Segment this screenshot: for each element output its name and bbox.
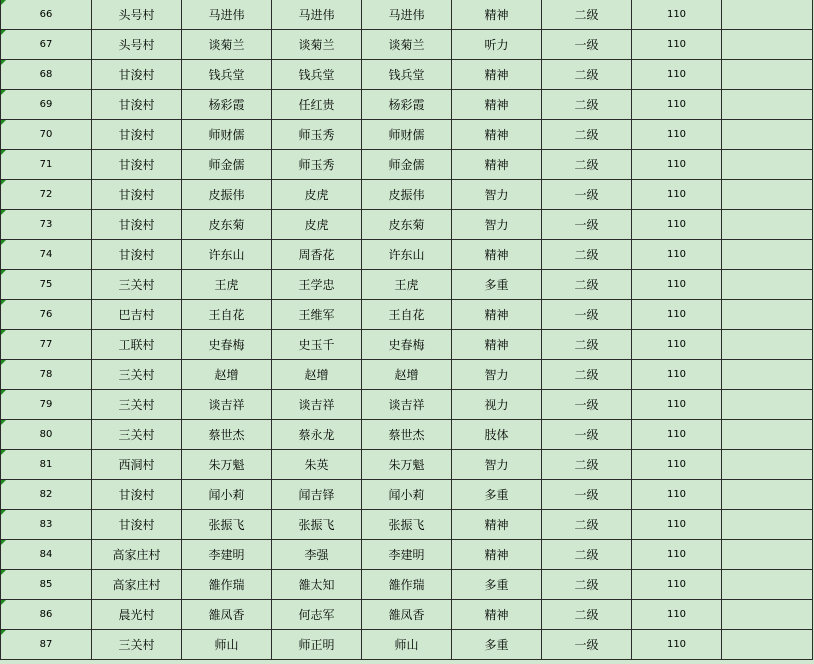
cell-note[interactable]	[722, 510, 813, 540]
cell-name[interactable]: 皮振伟	[182, 180, 272, 210]
cell-disability-type[interactable]: 精神	[452, 540, 542, 570]
cell-guardian[interactable]: 闻吉铎	[272, 480, 362, 510]
cell-row-number[interactable]: 80	[1, 420, 92, 450]
cell-guardian[interactable]: 周香花	[272, 240, 362, 270]
cell-row-number[interactable]: 67	[1, 30, 92, 60]
table-row	[1, 240, 813, 270]
cell-note[interactable]	[722, 180, 813, 210]
cell-disability-level[interactable]: 一级	[542, 630, 632, 660]
cell-guardian[interactable]: 谈菊兰	[272, 30, 362, 60]
cell-disability-level[interactable]: 二级	[542, 540, 632, 570]
cell-disability-level[interactable]: 一级	[542, 420, 632, 450]
cell-note[interactable]	[722, 120, 813, 150]
cell-name[interactable]: 师财儒	[182, 120, 272, 150]
cell-amount[interactable]: 110	[632, 90, 722, 120]
cell-note[interactable]	[722, 480, 813, 510]
cell-row-number[interactable]: 82	[1, 480, 92, 510]
table-body	[1, 0, 813, 660]
cell-disability-type[interactable]: 智力	[452, 180, 542, 210]
cell-disability-level[interactable]: 二级	[542, 0, 632, 30]
cell-note[interactable]	[722, 360, 813, 390]
cell-guardian[interactable]: 任红贵	[272, 90, 362, 120]
cell-name[interactable]: 王自花	[182, 300, 272, 330]
cell-disability-type[interactable]: 精神	[452, 240, 542, 270]
cell-row-number[interactable]: 69	[1, 90, 92, 120]
cell-disability-type[interactable]: 多重	[452, 630, 542, 660]
cell-row-number[interactable]: 68	[1, 60, 92, 90]
cell-applicant[interactable]: 蔡世杰	[362, 420, 452, 450]
cell-note[interactable]	[722, 540, 813, 570]
cell-amount[interactable]: 110	[632, 0, 722, 30]
cell-disability-level[interactable]: 二级	[542, 510, 632, 540]
cell-disability-level[interactable]: 二级	[542, 360, 632, 390]
cell-applicant[interactable]: 皮振伟	[362, 180, 452, 210]
cell-amount[interactable]: 110	[632, 150, 722, 180]
table-row	[1, 210, 813, 240]
cell-applicant[interactable]: 许东山	[362, 240, 452, 270]
cell-applicant[interactable]: 雒凤香	[362, 600, 452, 630]
cell-disability-level[interactable]: 二级	[542, 90, 632, 120]
cell-village[interactable]: 巴吉村	[92, 300, 182, 330]
cell-name[interactable]: 张振飞	[182, 510, 272, 540]
cell-name[interactable]: 皮东菊	[182, 210, 272, 240]
cell-disability-type[interactable]: 智力	[452, 450, 542, 480]
cell-row-number[interactable]: 71	[1, 150, 92, 180]
cell-note[interactable]	[722, 390, 813, 420]
cell-guardian[interactable]: 马进伟	[272, 0, 362, 30]
cell-guardian[interactable]: 王学忠	[272, 270, 362, 300]
cell-amount[interactable]: 110	[632, 510, 722, 540]
cell-applicant[interactable]: 马进伟	[362, 0, 452, 30]
cell-guardian[interactable]: 王维军	[272, 300, 362, 330]
cell-applicant[interactable]: 谈吉祥	[362, 390, 452, 420]
table-row	[1, 300, 813, 330]
cell-name[interactable]: 朱万魁	[182, 450, 272, 480]
cell-applicant[interactable]: 师山	[362, 630, 452, 660]
cell-row-number[interactable]: 87	[1, 630, 92, 660]
cell-applicant[interactable]: 赵增	[362, 360, 452, 390]
cell-applicant[interactable]: 皮东菊	[362, 210, 452, 240]
cell-applicant[interactable]: 杨彩霞	[362, 90, 452, 120]
cell-name[interactable]: 李建明	[182, 540, 272, 570]
cell-amount[interactable]: 110	[632, 180, 722, 210]
cell-guardian[interactable]: 张振飞	[272, 510, 362, 540]
cell-note[interactable]	[722, 90, 813, 120]
cell-row-number[interactable]: 83	[1, 510, 92, 540]
cell-note[interactable]	[722, 630, 813, 660]
cell-note[interactable]	[722, 150, 813, 180]
cell-row-number[interactable]: 73	[1, 210, 92, 240]
cell-applicant[interactable]: 闻小莉	[362, 480, 452, 510]
cell-note[interactable]	[722, 30, 813, 60]
cell-amount[interactable]: 110	[632, 30, 722, 60]
cell-note[interactable]	[722, 60, 813, 90]
table-row	[1, 480, 813, 510]
cell-name[interactable]: 谈吉祥	[182, 390, 272, 420]
cell-guardian[interactable]: 蔡永龙	[272, 420, 362, 450]
cell-amount[interactable]: 110	[632, 420, 722, 450]
cell-disability-type[interactable]: 精神	[452, 60, 542, 90]
table-row	[1, 270, 813, 300]
cell-disability-type[interactable]: 精神	[452, 300, 542, 330]
cell-disability-type[interactable]: 精神	[452, 150, 542, 180]
cell-disability-level[interactable]: 二级	[542, 330, 632, 360]
cell-village[interactable]: 三关村	[92, 360, 182, 390]
cell-disability-type[interactable]: 精神	[452, 600, 542, 630]
cell-guardian[interactable]: 师正明	[272, 630, 362, 660]
cell-applicant[interactable]: 雒作瑞	[362, 570, 452, 600]
cell-village[interactable]: 头号村	[92, 0, 182, 30]
cell-village[interactable]: 三关村	[92, 390, 182, 420]
cell-row-number[interactable]: 70	[1, 120, 92, 150]
cell-row-number[interactable]: 81	[1, 450, 92, 480]
cell-village[interactable]: 甘浚村	[92, 240, 182, 270]
cell-row-number[interactable]: 79	[1, 390, 92, 420]
table-row	[1, 600, 813, 630]
cell-note[interactable]	[722, 300, 813, 330]
cell-note[interactable]	[722, 600, 813, 630]
cell-note[interactable]	[722, 330, 813, 360]
cell-disability-level[interactable]: 一级	[542, 180, 632, 210]
cell-name[interactable]: 钱兵堂	[182, 60, 272, 90]
cell-disability-type[interactable]: 精神	[452, 120, 542, 150]
cell-row-number[interactable]: 66	[1, 0, 92, 30]
cell-disability-level[interactable]: 一级	[542, 390, 632, 420]
cell-amount[interactable]: 110	[632, 120, 722, 150]
cell-village[interactable]: 高家庄村	[92, 540, 182, 570]
cell-village[interactable]: 甘浚村	[92, 480, 182, 510]
cell-amount[interactable]: 110	[632, 300, 722, 330]
cell-note[interactable]	[722, 240, 813, 270]
cell-applicant[interactable]: 师金儒	[362, 150, 452, 180]
cell-disability-type[interactable]: 视力	[452, 390, 542, 420]
cell-row-number[interactable]: 86	[1, 600, 92, 630]
cell-disability-level[interactable]: 一级	[542, 480, 632, 510]
cell-amount[interactable]: 110	[632, 270, 722, 300]
table-row	[1, 0, 813, 30]
cell-note[interactable]	[722, 450, 813, 480]
cell-name[interactable]: 雒凤香	[182, 600, 272, 630]
cell-applicant[interactable]: 王自花	[362, 300, 452, 330]
cell-note[interactable]	[722, 270, 813, 300]
table-row	[1, 120, 813, 150]
cell-amount[interactable]: 110	[632, 60, 722, 90]
cell-disability-level[interactable]: 二级	[542, 60, 632, 90]
cell-guardian[interactable]: 皮虎	[272, 210, 362, 240]
cell-disability-type[interactable]: 肢体	[452, 420, 542, 450]
cell-applicant[interactable]: 朱万魁	[362, 450, 452, 480]
cell-amount[interactable]: 110	[632, 360, 722, 390]
cell-name[interactable]: 赵增	[182, 360, 272, 390]
cell-name[interactable]: 马进伟	[182, 0, 272, 30]
cell-disability-level[interactable]: 二级	[542, 600, 632, 630]
cell-village[interactable]: 甘浚村	[92, 210, 182, 240]
cell-applicant[interactable]: 史春梅	[362, 330, 452, 360]
cell-amount[interactable]: 110	[632, 480, 722, 510]
cell-name[interactable]: 闻小莉	[182, 480, 272, 510]
cell-disability-level[interactable]: 一级	[542, 300, 632, 330]
cell-guardian[interactable]: 雒太知	[272, 570, 362, 600]
cell-disability-type[interactable]: 智力	[452, 210, 542, 240]
cell-note[interactable]	[722, 420, 813, 450]
cell-disability-level[interactable]: 一级	[542, 30, 632, 60]
cell-village[interactable]: 甘浚村	[92, 120, 182, 150]
table-row	[1, 420, 813, 450]
cell-note[interactable]	[722, 0, 813, 30]
cell-amount[interactable]: 110	[632, 330, 722, 360]
cell-amount[interactable]: 110	[632, 600, 722, 630]
cell-disability-level[interactable]: 二级	[542, 270, 632, 300]
cell-row-number[interactable]: 74	[1, 240, 92, 270]
cell-applicant[interactable]: 张振飞	[362, 510, 452, 540]
cell-village[interactable]: 高家庄村	[92, 570, 182, 600]
cell-disability-level[interactable]: 二级	[542, 450, 632, 480]
cell-village[interactable]: 三关村	[92, 270, 182, 300]
cell-disability-level[interactable]: 二级	[542, 570, 632, 600]
cell-name[interactable]: 师山	[182, 630, 272, 660]
cell-name[interactable]: 王虎	[182, 270, 272, 300]
cell-row-number[interactable]: 75	[1, 270, 92, 300]
cell-village[interactable]: 甘浚村	[92, 150, 182, 180]
cell-amount[interactable]: 110	[632, 210, 722, 240]
cell-name[interactable]: 杨彩霞	[182, 90, 272, 120]
cell-name[interactable]: 蔡世杰	[182, 420, 272, 450]
cell-amount[interactable]: 110	[632, 450, 722, 480]
cell-disability-type[interactable]: 多重	[452, 270, 542, 300]
cell-guardian[interactable]: 师玉秀	[272, 120, 362, 150]
cell-guardian[interactable]: 谈吉祥	[272, 390, 362, 420]
cell-disability-level[interactable]: 二级	[542, 240, 632, 270]
cell-amount[interactable]: 110	[632, 630, 722, 660]
cell-guardian[interactable]: 何志军	[272, 600, 362, 630]
table-row	[1, 570, 813, 600]
table-row	[1, 30, 813, 60]
cell-guardian[interactable]: 皮虎	[272, 180, 362, 210]
cell-village[interactable]: 工联村	[92, 330, 182, 360]
cell-guardian[interactable]: 史玉千	[272, 330, 362, 360]
cell-row-number[interactable]: 78	[1, 360, 92, 390]
cell-name[interactable]: 史春梅	[182, 330, 272, 360]
cell-name[interactable]: 许东山	[182, 240, 272, 270]
table-row	[1, 510, 813, 540]
table-row	[1, 60, 813, 90]
table-row	[1, 390, 813, 420]
cell-disability-type[interactable]: 多重	[452, 570, 542, 600]
table-row	[1, 330, 813, 360]
cell-guardian[interactable]: 李强	[272, 540, 362, 570]
cell-disability-type[interactable]: 多重	[452, 480, 542, 510]
cell-disability-level[interactable]: 二级	[542, 150, 632, 180]
cell-guardian[interactable]: 钱兵堂	[272, 60, 362, 90]
cell-note[interactable]	[722, 210, 813, 240]
cell-applicant[interactable]: 谈菊兰	[362, 30, 452, 60]
cell-disability-level[interactable]: 二级	[542, 120, 632, 150]
cell-row-number[interactable]: 85	[1, 570, 92, 600]
cell-amount[interactable]: 110	[632, 540, 722, 570]
table-row	[1, 540, 813, 570]
cell-village[interactable]: 甘浚村	[92, 90, 182, 120]
table-row	[1, 360, 813, 390]
cell-applicant[interactable]: 李建明	[362, 540, 452, 570]
cell-village[interactable]: 甘浚村	[92, 180, 182, 210]
cell-disability-type[interactable]: 精神	[452, 330, 542, 360]
cell-village[interactable]: 西洞村	[92, 450, 182, 480]
cell-amount[interactable]: 110	[632, 390, 722, 420]
cell-name[interactable]: 谈菊兰	[182, 30, 272, 60]
cell-row-number[interactable]: 84	[1, 540, 92, 570]
cell-row-number[interactable]: 77	[1, 330, 92, 360]
cell-disability-type[interactable]: 听力	[452, 30, 542, 60]
cell-disability-type[interactable]: 智力	[452, 360, 542, 390]
cell-applicant[interactable]: 师财儒	[362, 120, 452, 150]
cell-name[interactable]: 雒作瑞	[182, 570, 272, 600]
cell-village[interactable]: 三关村	[92, 630, 182, 660]
cell-name[interactable]: 师金儒	[182, 150, 272, 180]
cell-guardian[interactable]: 赵增	[272, 360, 362, 390]
table-row	[1, 90, 813, 120]
cell-village[interactable]: 晨光村	[92, 600, 182, 630]
cell-guardian[interactable]: 朱英	[272, 450, 362, 480]
cell-note[interactable]	[722, 570, 813, 600]
table-row	[1, 150, 813, 180]
cell-amount[interactable]: 110	[632, 570, 722, 600]
cell-village[interactable]: 三关村	[92, 420, 182, 450]
cell-row-number[interactable]: 76	[1, 300, 92, 330]
table-row	[1, 450, 813, 480]
table-row	[1, 630, 813, 660]
cell-row-number[interactable]: 72	[1, 180, 92, 210]
cell-village[interactable]: 甘浚村	[92, 510, 182, 540]
cell-disability-level[interactable]: 一级	[542, 210, 632, 240]
cell-applicant[interactable]: 王虎	[362, 270, 452, 300]
table-row	[1, 180, 813, 210]
cell-amount[interactable]: 110	[632, 240, 722, 270]
cell-village[interactable]: 甘浚村	[92, 60, 182, 90]
cell-disability-type[interactable]: 精神	[452, 510, 542, 540]
cell-applicant[interactable]: 钱兵堂	[362, 60, 452, 90]
cell-village[interactable]: 头号村	[92, 30, 182, 60]
cell-disability-type[interactable]: 精神	[452, 0, 542, 30]
cell-guardian[interactable]: 师玉秀	[272, 150, 362, 180]
cell-disability-type[interactable]: 精神	[452, 90, 542, 120]
